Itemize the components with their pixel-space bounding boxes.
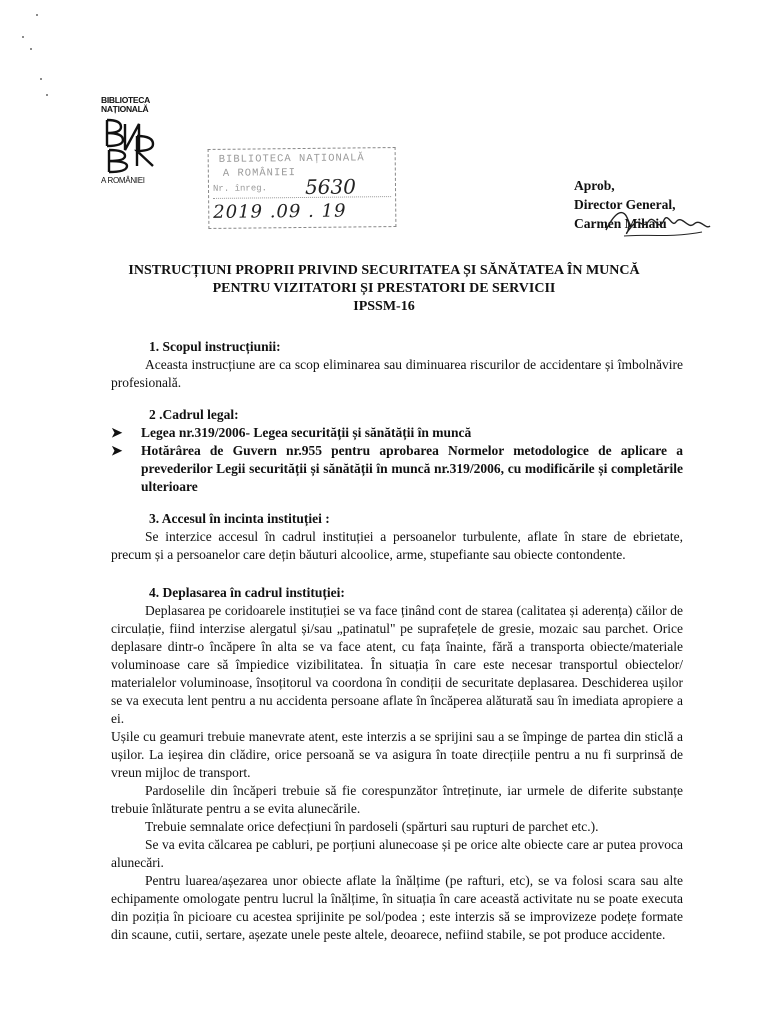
document-title	[90, 262, 678, 316]
section-1-heading: 1. Scopul instrucțiunii:	[149, 339, 281, 354]
list-item	[111, 442, 683, 496]
legal-framework-list	[111, 424, 683, 496]
legal-item-2: Hotărârea de Guvern nr.955 pentru aprobarea Normelor metodologice de aplicare a prevederilor Legii securității și sănătății în muncă nr.319/2006, cu modificările și completările ulterioare	[141, 443, 683, 494]
section-4-paragraph-5: Se va evita călcarea pe cabluri, pe porțiuni alunecoase și pe orice alte obiecte care ar putea provoca alunecări.	[111, 837, 683, 870]
approval-name: Carmen Mihaiu	[574, 216, 667, 231]
section-4-heading: 4. Deplasarea în cadrul instituției:	[149, 585, 345, 600]
list-item	[111, 424, 683, 442]
section-1-paragraph: Aceasta instrucțiune are ca scop eliminarea sau diminuarea riscurilor de accidentare și îmbolnăvire profesională.	[111, 357, 683, 390]
stamp-line-1: BIBLIOTECA NAȚIONALĂ	[218, 152, 365, 166]
approval-role: Director General,	[574, 197, 676, 212]
stamp-line-3: Nr. înreg.	[212, 183, 268, 194]
title-line-2: PENTRU VIZITATORI ȘI PRESTATORI DE SERVICII	[212, 281, 556, 296]
stamp-registration-number: 5630	[304, 174, 357, 199]
section-4-paragraph-4: Trebuie semnalate orice defecțiuni în pardoseli (spărturi sau rupturi de parchet etc.).	[145, 819, 599, 834]
title-code: IPSSM-16	[353, 299, 415, 314]
section-4-paragraph-3: Pardoselile din încăperi trebuie să fie corespunzător întreținute, iar urmele de diferite substanțe trebuie înlăturate pentru a se evita alunecările.	[111, 783, 683, 816]
arrow-bullet-icon: ➤	[111, 443, 123, 458]
section-3-paragraph: Se interzice accesul în cadrul instituției a persoanelor turbulente, aflate în stare de ebrietate, precum și a persoanelor care dețin băuturi alcoolice, arme, stupefiante sau obiecte contondente.	[111, 529, 683, 562]
registration-stamp	[208, 147, 397, 229]
logo-line-1: BIBLIOTECA	[101, 95, 150, 105]
approval-label: Aprob,	[574, 178, 615, 193]
handwritten-signature	[602, 200, 714, 250]
section-2-heading: 2 .Cadrul legal:	[149, 407, 239, 422]
arrow-bullet-icon: ➤	[111, 425, 123, 440]
section-3-heading: 3. Accesul în incinta instituției :	[149, 511, 330, 526]
document-body	[111, 338, 683, 944]
bnr-monogram-icon	[103, 116, 159, 174]
section-4-paragraph-1: Deplasarea pe coridoarele instituției se va face ținând cont de starea (calitatea și aderența) căilor de circulație, fiind interzise alergatul și/sau „patinatul" pe suprafețele de gresie, mozaic sau parchet. Orice deplasare dintr-o încăpere în alta se va face atent, cu fața înainte, fără a transporta obiecte/materiale voluminoase care să împiedice vizibilitatea. În situația în care este necesar transportul obiectelor/ materialelor voluminoase, însoțitorul va coordona în condiții de securitate deplasarea. Deschiderea ușilor se va executa lent pentru a nu accidenta persoane aflate în încăperea alăturată sau în imediata apropiere a ei.	[111, 603, 683, 726]
stamp-date: 2019 .09 . 19	[213, 200, 347, 223]
title-line-1: INSTRUCȚIUNI PROPRII PRIVIND SECURITATEA ȘI SĂNĂTATEA ÎN MUNCĂ	[128, 263, 640, 278]
section-4-paragraph-6: Pentru luarea/așezarea unor obiecte aflate la înălțime (pe rafturi, etc), se va folosi scara sau alte echipamente omologate pentru lucrul la înălțime, în situația în care această activitate nu se poate executa din poziția în picioare cu acestea sprijinite pe sol/podea ; este interzis să se improvizeze podețe formate din scaune, cutii, sertare, așezate unele peste altele, deoarece, nefiind stabile, se pot produce accidente.	[111, 873, 683, 942]
legal-item-1: Legea nr.319/2006- Legea securității și sănătății în muncă	[141, 425, 472, 440]
stamp-rule	[213, 196, 391, 199]
library-logo	[101, 96, 161, 185]
logo-line-3: A ROMÂNIEI	[101, 176, 145, 185]
stamp-line-2: A ROMÂNIEI	[222, 167, 296, 180]
logo-line-2: NAȚIONALĂ	[101, 104, 149, 114]
section-4-paragraph-2: Ușile cu geamuri trebuie manevrate atent, este interzis a se sprijini sau a se împinge de partea din sticlă a ușilor. La ieșirea din clădire, orice persoană se va asigura în toate direcțiile pentru a nu fi surprinsă de vreun mijloc de transport.	[111, 729, 683, 780]
